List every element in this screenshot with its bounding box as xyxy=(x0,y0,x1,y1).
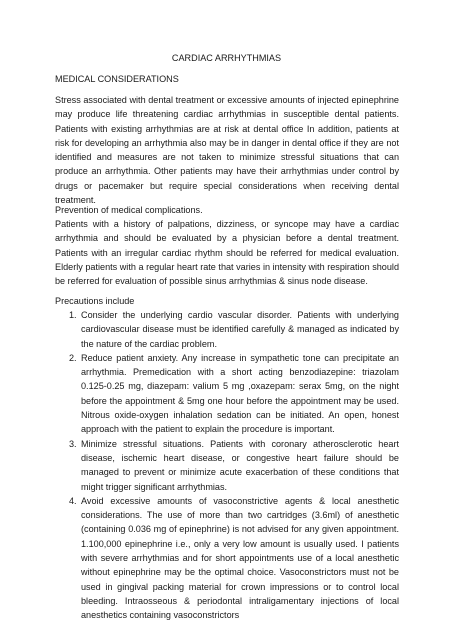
list-item xyxy=(55,437,399,494)
list-item-text: Reduce patient anxiety. Any increase in sympathetic tone can precipitate an arrhythmia. Premedication with a short acting benzodiazepine: triazolam 0.125-0.25 mg, diazepam: valium 5 mg ,oxazepam: serax 5mg, on the night before the appointment & 5mg one hour before the appointment may be used. Nitrous oxide-oxygen inhalation sedation can be initiated. An open, honest approach with the patient to explain the procedure is important. xyxy=(81,352,399,435)
list-item xyxy=(55,494,399,623)
list-item-text: Consider the underlying cardio vascular disorder. Patients with underlying cardiovascular disease must be identified carefully & managed as indicated by the nature of the cardiac problem. xyxy=(81,310,399,349)
prevention-heading: Prevention of medical complications. xyxy=(55,205,203,215)
section-heading: MEDICAL CONSIDERATIONS xyxy=(55,74,179,84)
list-item xyxy=(55,351,399,437)
list-item-number: 2. xyxy=(69,352,77,363)
list-item-number: 1. xyxy=(69,310,77,320)
prevention-paragraph: Patients with a history of palpations, dizziness, or syncope may have a cardiac arrhythmia and should be evaluated by a physician before a dental treatment. Patients with an irregular cardiac rhythm should be referred for medical evaluation. Elderly patients with a regular heart rate that varies in intensity with respiration should be referred for evaluation of possible sinus arrhythmias & sinus node disease. xyxy=(55,219,399,287)
list-item-text: Avoid excessive amounts of vasoconstrictive agents & local anesthetic considerations. The use of more than two cartridges (3.6ml) of anesthetic (containing 0.036 mg of epinephrine) is not advised for any given appointment. 1.100,000 epinephrine i.e., only a very low amount is usually used. I patients with severe arrhythmias and for short appointments use of a local anesthetic without epinephrine may be the optimal choice. Vasoconstrictors must not be used in gingival packing material for crown impressions or to control local bleeding. Intraosseous & periodontal intraligamentary injections of local anesthetics containing vasoconstrictors xyxy=(81,495,399,621)
list-item-number: 3. xyxy=(69,438,77,449)
list-item-number: 4. xyxy=(69,495,77,506)
document-title: CARDIAC ARRHYTHMIAS xyxy=(171,53,282,63)
precautions-heading: Precautions include xyxy=(55,296,135,306)
intro-paragraph: Stress associated with dental treatment or excessive amounts of injected epinephrine may produce life threatening cardiac arrhythmias in susceptible dental patients. Patients with existing arrhythmias are at risk at dental office In addition, patients at risk for developing an arrhythmia also may be in danger in dental office if they are not identified and measures are not taken to minimize stressful situations that can produce an arrhythmia. Other patients may have their arrhythmias under control by drugs or pacemaker but require special considerations when receiving dental treatment. xyxy=(55,95,399,206)
list-item xyxy=(55,308,399,351)
list-item-text: Minimize stressful situations. Patients with coronary atherosclerotic heart disease, ischemic heart disease, or congestive heart failure should be managed to prevent or minimize acute exacerbation of these conditions that might trigger significant arrhythmias. xyxy=(81,438,399,492)
precautions-list xyxy=(55,308,399,623)
